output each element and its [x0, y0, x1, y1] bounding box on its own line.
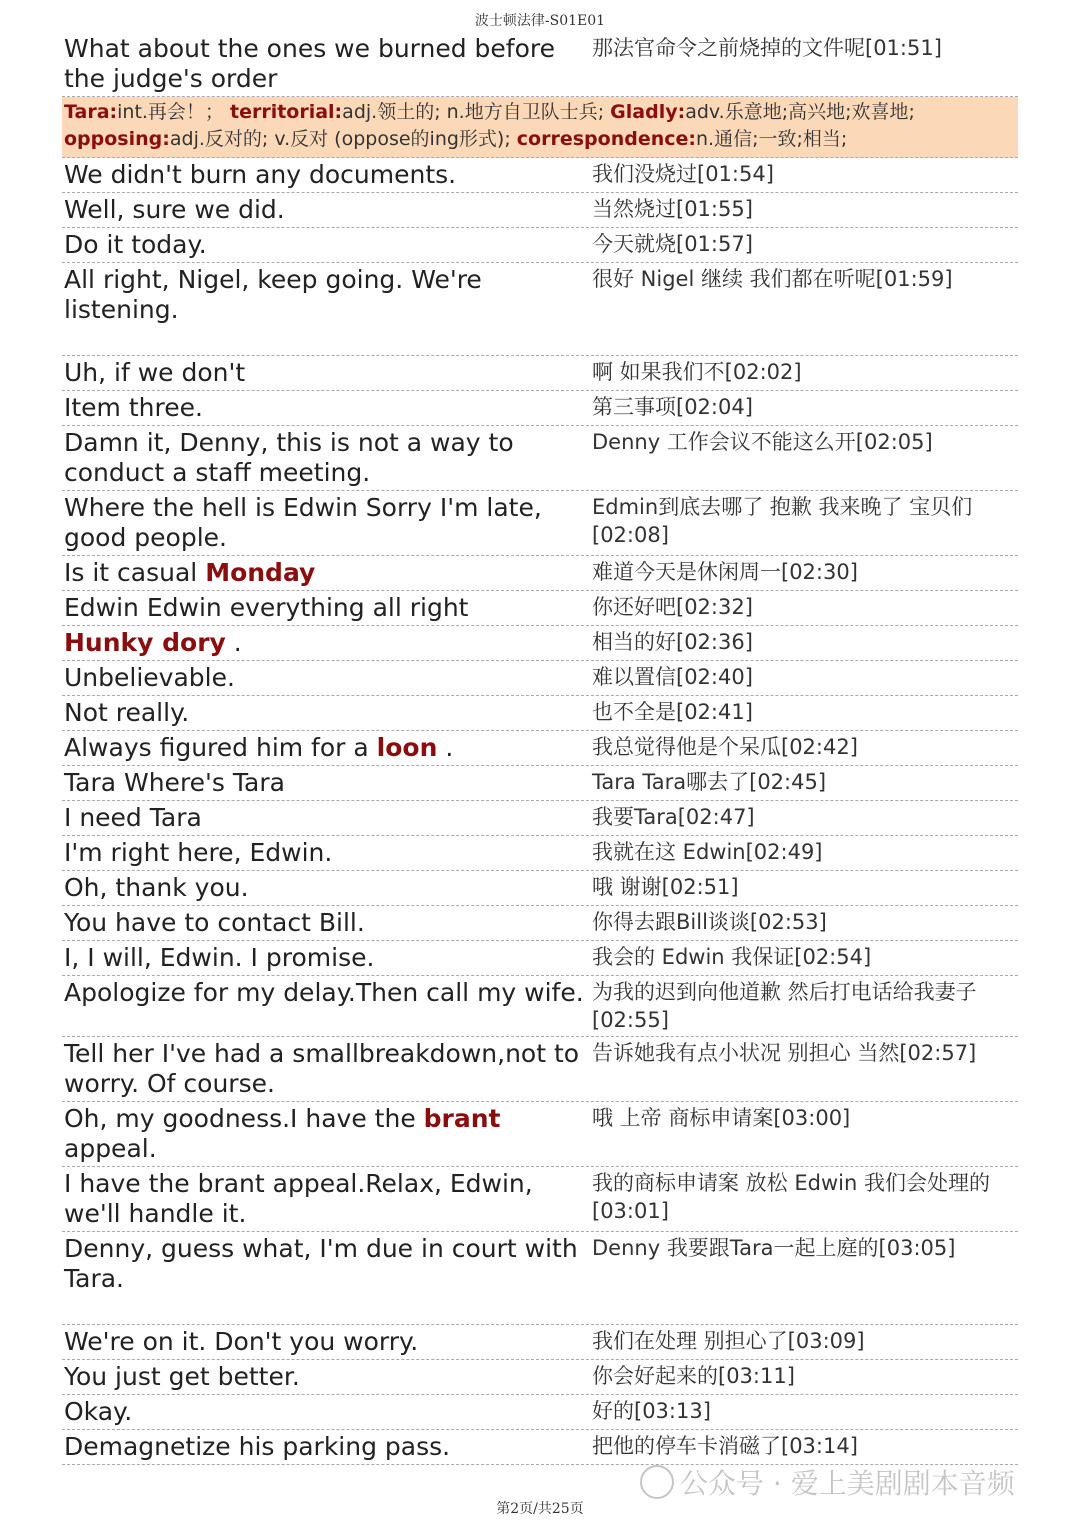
subtitle-row — [62, 32, 1018, 97]
chinese-line: 相当的好[02:36] — [592, 630, 753, 654]
chinese-line: Denny 我要跟Tara一起上庭的[03:05] — [592, 1236, 956, 1260]
chinese-line: 也不全是[02:41] — [592, 700, 753, 724]
english-line: Always figured him for a loon . — [64, 733, 454, 762]
chinese-line: 我要Tara[02:47] — [592, 805, 755, 829]
vocab-entry: opposing:adj.反对的; v.反对 (oppose的ing形式); — [64, 128, 511, 150]
chinese-line: 啊 如果我们不[02:02] — [592, 360, 802, 384]
english-line: You have to contact Bill. — [64, 908, 365, 937]
english-line: You just get better. — [64, 1362, 300, 1391]
subtitle-row — [62, 356, 1018, 391]
english-line: Demagnetize his parking pass. — [64, 1432, 451, 1461]
chinese-line: 难道今天是休闲周一[02:30] — [592, 560, 858, 584]
wechat-icon — [640, 1465, 674, 1499]
english-line: We didn't burn any documents. — [64, 160, 457, 189]
subtitle-row — [62, 731, 1018, 766]
subtitle-row — [62, 696, 1018, 731]
chinese-line: 好的[03:13] — [592, 1399, 711, 1423]
watermark: 公众号 · 爱上美剧剧本音频 — [640, 1462, 1015, 1502]
english-line: Hunky dory . — [64, 628, 242, 657]
english-line: Tara Where's Tara — [64, 768, 285, 797]
vocab-entry: territorial:adj.领土的; n.地方自卫队士兵; — [229, 101, 605, 123]
english-line: What about the ones we burned before the judge's order — [64, 34, 556, 93]
english-line: Apologize for my delay.Then call my wife. — [64, 978, 584, 1007]
chinese-line: 你得去跟Bill谈谈[02:53] — [592, 910, 827, 934]
subtitle-row — [62, 836, 1018, 871]
english-line: All right, Nigel, keep going. We're listening. — [64, 265, 482, 324]
subtitle-row — [62, 263, 1018, 356]
chinese-line: 为我的迟到向他道歉 然后打电话给我妻子[02:55] — [592, 980, 977, 1032]
subtitle-row — [62, 228, 1018, 263]
subtitle-row — [62, 1232, 1018, 1325]
subtitle-row — [62, 976, 1018, 1037]
subtitle-row — [62, 591, 1018, 626]
chinese-line: 你还好吧[02:32] — [592, 595, 753, 619]
chinese-line: 我会的 Edwin 我保证[02:54] — [592, 945, 872, 969]
subtitle-row — [62, 626, 1018, 661]
chinese-line: 第三事项[02:04] — [592, 395, 753, 419]
keyword: Monday — [205, 558, 316, 587]
vocab-entry: Tara:int.再会！； — [64, 101, 224, 123]
subtitle-rows — [62, 158, 1018, 1465]
chinese-line: 今天就烧[01:57] — [592, 232, 753, 256]
vocab-entry: Gladly:adv.乐意地;高兴地;欢喜地; — [610, 101, 915, 123]
chinese-line: 我的商标申请案 放松 Edwin 我们会处理的[03:01] — [592, 1171, 990, 1223]
english-line: Oh, thank you. — [64, 873, 249, 902]
chinese-line: 哦 上帝 商标申请案[03:00] — [592, 1106, 851, 1130]
subtitle-row — [62, 801, 1018, 836]
chinese-line: 很好 Nigel 继续 我们都在听呢[01:59] — [592, 267, 953, 291]
english-line: Edwin Edwin everything all right — [64, 593, 469, 622]
chinese-line: 把他的停车卡消磁了[03:14] — [592, 1434, 858, 1458]
english-line: Denny, guess what, I'm due in court with Tara. — [64, 1234, 578, 1293]
english-line: Do it today. — [64, 230, 207, 259]
chinese-line: 我总觉得他是个呆瓜[02:42] — [592, 735, 858, 759]
chinese-line: 我们没烧过[01:54] — [592, 162, 774, 186]
english-line: I'm right here, Edwin. — [64, 838, 333, 867]
subtitle-row — [62, 426, 1018, 491]
english-line: I need Tara — [64, 803, 202, 832]
english-line: I, I will, Edwin. I promise. — [64, 943, 375, 972]
subtitle-row — [62, 1102, 1018, 1167]
chinese-line: 难以置信[02:40] — [592, 665, 753, 689]
subtitle-row — [62, 906, 1018, 941]
subtitle-row — [62, 1360, 1018, 1395]
english-line: Oh, my goodness.I have the brant appeal. — [64, 1104, 501, 1163]
subtitle-row — [62, 193, 1018, 228]
chinese-line: 当然烧过[01:55] — [592, 197, 753, 221]
chinese-line: 告诉她我有点小状况 别担心 当然[02:57] — [592, 1041, 977, 1065]
english-line: Item three. — [64, 393, 203, 422]
subtitle-row — [62, 941, 1018, 976]
subtitle-row — [62, 491, 1018, 556]
chinese-line: 我们在处理 别担心了[03:09] — [592, 1329, 865, 1353]
english-line: We're on it. Don't you worry. — [64, 1327, 419, 1356]
english-line: Damn it, Denny, this is not a way to conduct a staff meeting. — [64, 428, 514, 487]
english-line: Unbelievable. — [64, 663, 235, 692]
subtitle-row — [62, 391, 1018, 426]
chinese-line: Tara Tara哪去了[02:45] — [592, 770, 827, 794]
chinese-line: 那法官命令之前烧掉的文件呢[01:51] — [592, 36, 942, 60]
english-line: Well, sure we did. — [64, 195, 285, 224]
chinese-line: 哦 谢谢[02:51] — [592, 875, 739, 899]
keyword: brant — [423, 1104, 501, 1133]
english-line: Where the hell is Edwin Sorry I'm late, good people. — [64, 493, 542, 552]
subtitle-row — [62, 871, 1018, 906]
keyword: Hunky dory — [64, 628, 226, 657]
subtitle-row — [62, 1167, 1018, 1232]
subtitle-table — [62, 32, 1018, 1465]
chinese-line: 我就在这 Edwin[02:49] — [592, 840, 823, 864]
subtitle-row — [62, 661, 1018, 696]
english-line: Not really. — [64, 698, 190, 727]
keyword: loon — [376, 733, 438, 762]
english-line: Is it casual Monday — [64, 558, 316, 587]
subtitle-row — [62, 1325, 1018, 1360]
chinese-line: Denny 工作会议不能这么开[02:05] — [592, 430, 933, 454]
english-line: I have the brant appeal.Relax, Edwin, we'll handle it. — [64, 1169, 533, 1228]
subtitle-row — [62, 158, 1018, 193]
subtitle-row — [62, 1395, 1018, 1430]
chinese-line: 你会好起来的[03:11] — [592, 1364, 795, 1388]
vocabulary-box — [62, 97, 1018, 158]
page-number: 第2页/共25页 — [496, 1501, 584, 1517]
english-line: Okay. — [64, 1397, 133, 1426]
subtitle-row — [62, 766, 1018, 801]
subtitle-row — [62, 556, 1018, 591]
english-line: Tell her I've had a smallbreakdown,not to worry. Of course. — [64, 1039, 580, 1098]
page-header: 波士顿法律-S01E01 — [474, 13, 606, 29]
subtitle-row — [62, 1037, 1018, 1102]
english-line: Uh, if we don't — [64, 358, 246, 387]
subtitle-row — [62, 1430, 1018, 1465]
chinese-line: Edmin到底去哪了 抱歉 我来晚了 宝贝们[02:08] — [592, 495, 973, 547]
vocab-entry: correspondence:n.通信;一致;相当; — [516, 128, 848, 150]
